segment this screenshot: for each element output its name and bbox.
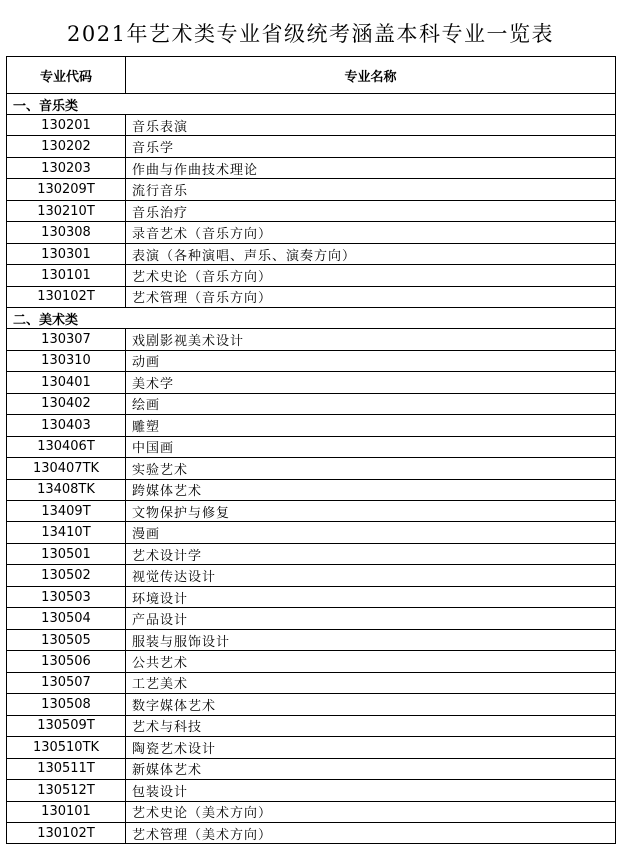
major-name: 艺术管理（美术方向） [126, 823, 616, 844]
major-code: 130102T [7, 286, 126, 307]
major-code: 130501 [7, 543, 126, 564]
major-name: 实验艺术 [126, 458, 616, 479]
major-name: 工艺美术 [126, 672, 616, 693]
major-code: 130307 [7, 329, 126, 350]
table-row [7, 586, 616, 607]
major-name: 文物保护与修复 [126, 500, 616, 521]
table-row [7, 715, 616, 736]
table-row [7, 780, 616, 801]
major-name: 视觉传达设计 [126, 565, 616, 586]
major-name: 产品设计 [126, 608, 616, 629]
major-code: 13408TK [7, 479, 126, 500]
major-name: 音乐学 [126, 136, 616, 157]
column-header-code: 专业代码 [7, 57, 126, 94]
table-body [7, 94, 616, 844]
table-row [7, 222, 616, 243]
major-name: 流行音乐 [126, 179, 616, 200]
category-row [7, 94, 616, 115]
table-row [7, 265, 616, 286]
major-name: 数字媒体艺术 [126, 694, 616, 715]
table-row [7, 415, 616, 436]
major-name: 作曲与作曲技术理论 [126, 157, 616, 178]
major-name: 美术学 [126, 372, 616, 393]
major-name: 艺术设计学 [126, 543, 616, 564]
major-name: 雕塑 [126, 415, 616, 436]
table-row [7, 458, 616, 479]
major-code: 130402 [7, 393, 126, 414]
table-header-row [7, 57, 616, 94]
major-name: 跨媒体艺术 [126, 479, 616, 500]
major-code: 130203 [7, 157, 126, 178]
major-code: 130512T [7, 780, 126, 801]
table-row [7, 758, 616, 779]
major-name: 中国画 [126, 436, 616, 457]
page-title: 2021年艺术类专业省级统考涵盖本科专业一览表 [67, 22, 554, 46]
major-code: 130503 [7, 586, 126, 607]
major-code: 130511T [7, 758, 126, 779]
category-label: 一、音乐类 [7, 94, 616, 115]
table-row [7, 565, 616, 586]
major-code: 130308 [7, 222, 126, 243]
table-row [7, 393, 616, 414]
major-name: 戏剧影视美术设计 [126, 329, 616, 350]
table-row [7, 243, 616, 264]
table-row [7, 372, 616, 393]
table-row [7, 543, 616, 564]
major-code: 13410T [7, 522, 126, 543]
major-name: 音乐治疗 [126, 200, 616, 221]
table-row [7, 522, 616, 543]
table-row [7, 801, 616, 822]
table-row [7, 500, 616, 521]
major-name: 陶瓷艺术设计 [126, 737, 616, 758]
major-code: 130502 [7, 565, 126, 586]
major-name: 录音艺术（音乐方向） [126, 222, 616, 243]
table-row [7, 694, 616, 715]
table-row [7, 479, 616, 500]
major-code: 130509T [7, 715, 126, 736]
major-name: 环境设计 [126, 586, 616, 607]
major-code: 130506 [7, 651, 126, 672]
major-code: 130406T [7, 436, 126, 457]
major-code: 13409T [7, 500, 126, 521]
table-row [7, 672, 616, 693]
table-row [7, 157, 616, 178]
category-label: 二、美术类 [7, 308, 616, 329]
major-code: 130101 [7, 801, 126, 822]
table-row [7, 436, 616, 457]
major-name: 艺术史论（音乐方向） [126, 265, 616, 286]
category-row [7, 308, 616, 329]
major-code: 130210T [7, 200, 126, 221]
major-code: 130209T [7, 179, 126, 200]
major-code: 130201 [7, 115, 126, 136]
major-name: 艺术与科技 [126, 715, 616, 736]
major-code: 130301 [7, 243, 126, 264]
major-code: 130310 [7, 350, 126, 371]
major-name: 服装与服饰设计 [126, 629, 616, 650]
major-code: 130403 [7, 415, 126, 436]
major-name: 艺术史论（美术方向） [126, 801, 616, 822]
table-row [7, 115, 616, 136]
table-row [7, 179, 616, 200]
major-name: 表演（各种演唱、声乐、演奏方向） [126, 243, 616, 264]
major-code: 130505 [7, 629, 126, 650]
major-table [6, 56, 616, 844]
major-name: 动画 [126, 350, 616, 371]
major-code: 130508 [7, 694, 126, 715]
table-row [7, 350, 616, 371]
table-row [7, 329, 616, 350]
table-row [7, 286, 616, 307]
table-row [7, 651, 616, 672]
major-code: 130504 [7, 608, 126, 629]
column-header-name: 专业名称 [126, 57, 616, 94]
major-name: 新媒体艺术 [126, 758, 616, 779]
major-code: 130407TK [7, 458, 126, 479]
table-row [7, 136, 616, 157]
major-name: 艺术管理（音乐方向） [126, 286, 616, 307]
table-row [7, 823, 616, 844]
major-code: 130401 [7, 372, 126, 393]
table-row [7, 200, 616, 221]
major-code: 130202 [7, 136, 126, 157]
major-code: 130102T [7, 823, 126, 844]
table-row [7, 629, 616, 650]
major-code: 130507 [7, 672, 126, 693]
major-name: 音乐表演 [126, 115, 616, 136]
table-row [7, 608, 616, 629]
major-name: 绘画 [126, 393, 616, 414]
major-name: 包装设计 [126, 780, 616, 801]
table-row [7, 737, 616, 758]
major-name: 公共艺术 [126, 651, 616, 672]
major-code: 130510TK [7, 737, 126, 758]
major-name: 漫画 [126, 522, 616, 543]
major-code: 130101 [7, 265, 126, 286]
